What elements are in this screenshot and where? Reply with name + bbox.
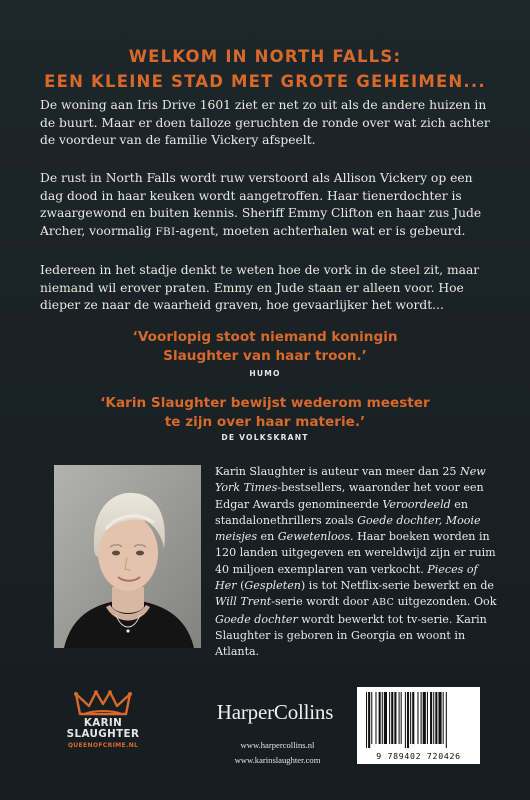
isbn-barcode bbox=[357, 687, 480, 764]
barcode-bar bbox=[389, 692, 390, 744]
barcode-bar bbox=[401, 692, 402, 744]
quote-2-source: DE VOLKSKRANT bbox=[221, 433, 309, 442]
barcode-bar bbox=[399, 692, 400, 744]
barcode-bar bbox=[423, 692, 426, 744]
bio-text-9: uitgezonden. Ook bbox=[394, 595, 497, 609]
bio-italic-1: New York Times bbox=[215, 465, 486, 495]
author-portrait-image bbox=[54, 465, 201, 648]
headline-line-2: EEN KLEINE STAD MET GROTE GEHEIMEN... bbox=[44, 72, 486, 91]
quote-1-source: HUMO bbox=[249, 369, 281, 378]
barcode-bar bbox=[379, 692, 381, 744]
barcode-bar bbox=[410, 692, 411, 744]
quote-1-line-2: Slaughter van haar troon.’ bbox=[163, 348, 367, 364]
bio-text-4: en bbox=[257, 530, 278, 544]
barcode-bar bbox=[435, 692, 437, 744]
barcode-bar bbox=[405, 692, 406, 748]
quote-1-line-1: ‘Voorlopig stoot niemand koningin bbox=[132, 329, 398, 345]
barcode-bar bbox=[446, 692, 447, 748]
barcode-bar bbox=[443, 692, 444, 744]
bio-italic-3: Goede dochter, Mooie meisjes bbox=[215, 513, 481, 544]
barcode-bar bbox=[384, 692, 387, 744]
blurb-paragraph-3: Iedereen in het stadje denkt te weten hoe de vork in de steel zit, maar niemand wil erover praten. Emmy en Jude staan er alleen voor. Hoe dieper ze naar de waarheid graven, hoe gevaarlijker het wordt... bbox=[40, 263, 480, 313]
bio-text-2: -bestsellers, waaronder het voor een Edgar Awards genomineerde bbox=[215, 481, 484, 511]
logo-first-name: KARIN bbox=[83, 717, 123, 729]
blurb-paragraph-2 bbox=[40, 170, 496, 241]
crown-icon bbox=[58, 690, 148, 720]
logo-url: QUEENOFCRIME.NL bbox=[67, 742, 139, 749]
barcode-bar bbox=[375, 692, 376, 744]
bio-italic-6: Gespleten bbox=[244, 579, 301, 593]
blurb-p2-text-b: -agent, moeten achterhalen wat er is gebeurd. bbox=[175, 223, 466, 238]
bio-text-1: Karin Slaughter is auteur van meer dan 25 bbox=[215, 465, 461, 478]
author-website: www.karinslaughter.com bbox=[234, 755, 321, 765]
bio-text-7: ) is tot Netflix-serie bewerkt en de bbox=[300, 579, 494, 593]
barcode-bar bbox=[394, 692, 396, 744]
author-bio bbox=[215, 464, 497, 661]
bio-text-3: en standalonethrillers zoals bbox=[215, 497, 468, 527]
barcode-bar bbox=[417, 692, 418, 744]
barcode-bar bbox=[371, 692, 372, 744]
barcode-bar bbox=[438, 692, 441, 744]
bio-italic-7: Will Trent bbox=[215, 595, 272, 609]
publisher-website: www.harpercollins.nl bbox=[240, 740, 315, 750]
quote-2-line-2: te zijn over haar materie.’ bbox=[164, 414, 366, 430]
barcode-bar bbox=[433, 692, 434, 744]
barcode-bar bbox=[412, 692, 414, 744]
headline bbox=[20, 44, 510, 94]
press-quote-1 bbox=[40, 328, 490, 366]
blurb-paragraph-1: De woning aan Iris Drive 1601 ziet er net zo uit als de andere huizen in de buurt. Maar er doen talloze geruchten de ronde over wat zich achter de voordeur van de familie Vickery afspeelt. bbox=[40, 98, 490, 148]
publisher-name: HarperCollins bbox=[216, 700, 334, 724]
headline-line-1: WELKOM IN NORTH FALLS: bbox=[128, 47, 402, 66]
barcode-bar bbox=[391, 692, 393, 744]
blurb-p2-text-a: De rust in North Falls wordt ruw verstoord als Allison Vickery op een dag dood in haar keuken wordt aangetroffen. Haar tienerdochter is zwaargewond en buiten kennis. Sheriff Emmy Clifton en haar zus Jude Archer, voormalig bbox=[40, 171, 482, 238]
isbn-number: 9 789402 720426 bbox=[376, 751, 461, 761]
bio-text-8: -serie wordt door bbox=[271, 595, 373, 609]
barcode-bar bbox=[368, 692, 370, 748]
barcode-bar bbox=[421, 692, 422, 744]
quote-2-line-1: ‘Karin Slaughter bewijst wederom meester bbox=[100, 395, 430, 411]
bio-text-6: ( bbox=[236, 579, 245, 593]
barcode-bar bbox=[366, 692, 367, 748]
author-photo bbox=[54, 465, 201, 648]
bio-italic-8: Goede dochter bbox=[215, 612, 298, 626]
bio-italic-2: Veroordeeld bbox=[382, 497, 451, 511]
barcode-bar bbox=[430, 692, 432, 744]
barcode-bars bbox=[357, 687, 480, 749]
barcode-bar bbox=[382, 692, 383, 744]
logo-last-name: SLAUGHTER bbox=[66, 728, 140, 740]
press-quote-2 bbox=[40, 394, 490, 432]
barcode-bar bbox=[427, 692, 428, 744]
barcode-bar bbox=[407, 692, 409, 748]
bio-text-10: wordt bewerkt tot tv-serie. Karin Slaughter is geboren in Georgia en woont in Atlanta. bbox=[215, 612, 487, 659]
bio-italic-4: Gewetenloos. bbox=[277, 530, 354, 544]
bio-italic-5: Pieces of Her bbox=[215, 562, 478, 593]
bio-abc: ABC bbox=[372, 597, 395, 609]
bio-text-5: Haar boeken worden in 120 landen uitgegeven en wereldwijd zijn er ruim 40 miljoen exemplaren van verkocht. bbox=[215, 530, 496, 576]
blurb-p2-fbi: FBI bbox=[155, 225, 176, 238]
